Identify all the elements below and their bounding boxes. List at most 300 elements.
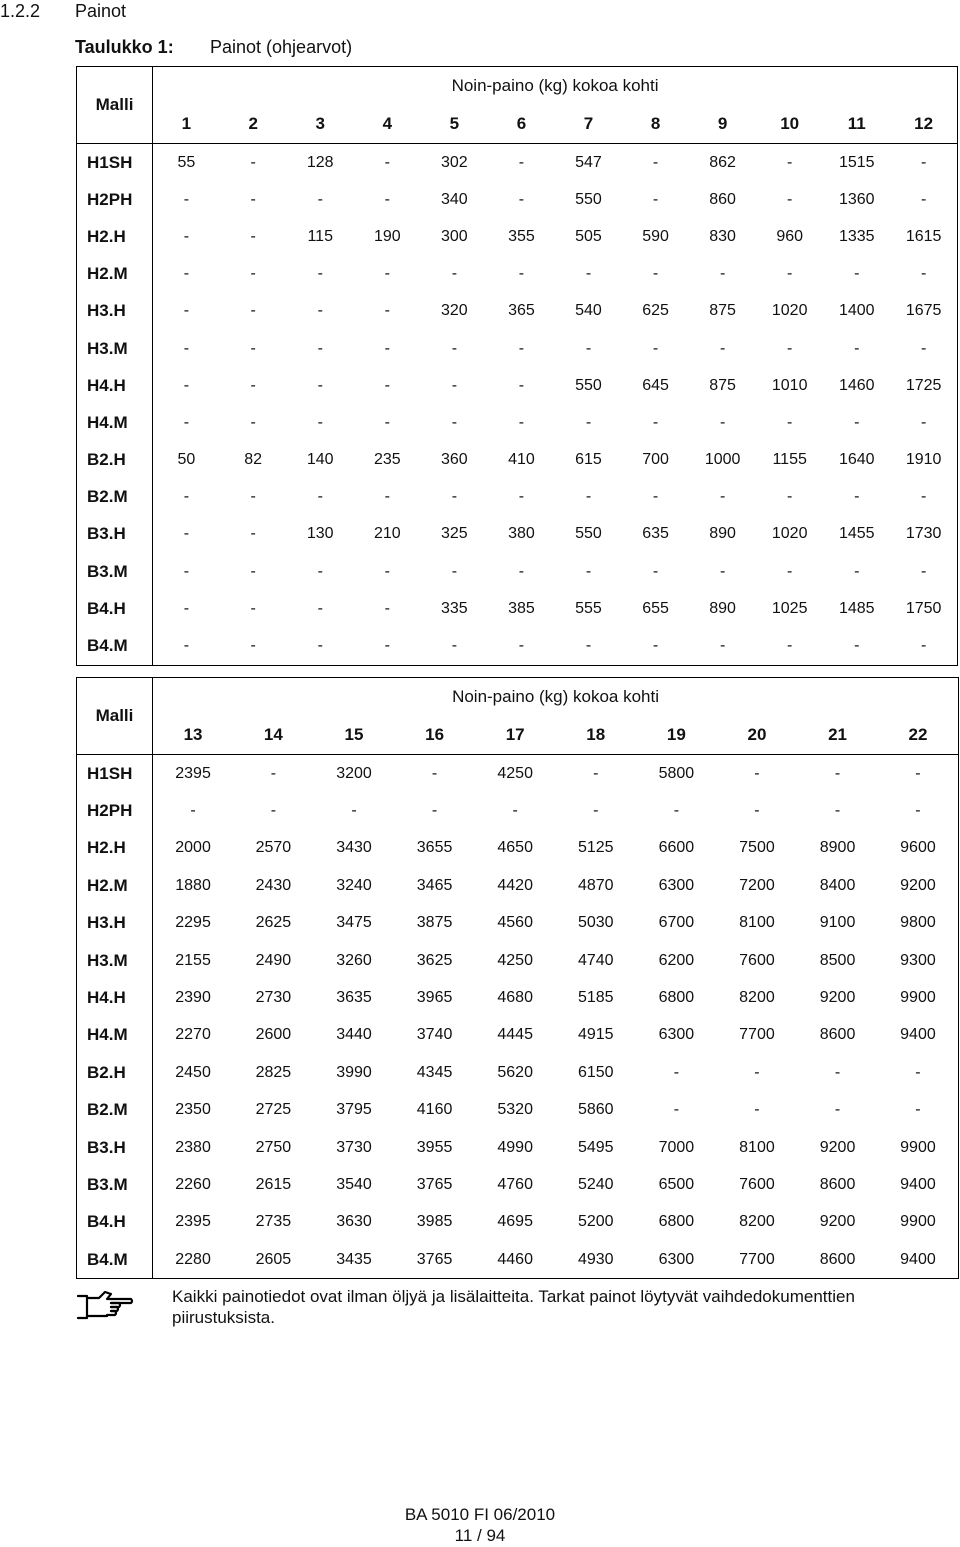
weight-cell: 555	[575, 599, 602, 617]
weight-cell: -	[183, 302, 190, 320]
weight-cell: 2750	[255, 1138, 292, 1156]
model-cell: H2.M	[77, 867, 153, 904]
table-row	[77, 792, 959, 829]
weight-cell: -	[431, 764, 438, 782]
weight-cell: -	[915, 1101, 921, 1119]
page-number: 11 / 94	[454, 1526, 506, 1545]
size-header-cell: 1	[181, 114, 192, 133]
weight-cell: 302	[441, 153, 468, 171]
weight-cell: -	[451, 637, 458, 655]
model-cell: H2PH	[77, 792, 153, 829]
model-column-header: Malli	[77, 67, 153, 144]
weight-cell: 1155	[772, 451, 807, 469]
size-header-cell: 3	[315, 114, 325, 133]
model-cell: B3.M	[77, 1166, 153, 1203]
size-header-cell: 11	[847, 114, 866, 133]
model-cell: B2.M	[77, 1092, 153, 1129]
weight-cell: -	[317, 265, 323, 283]
weight-cell: 410	[508, 451, 535, 469]
weight-cell: -	[250, 525, 256, 543]
weight-cell: 2000	[175, 839, 211, 857]
weight-cell: 3540	[336, 1175, 372, 1193]
table-row	[77, 1054, 959, 1091]
weight-cell: -	[787, 190, 793, 208]
weight-cell: -	[250, 190, 256, 208]
weight-cell: -	[719, 637, 726, 655]
weight-cell: -	[754, 764, 760, 782]
weight-cell: 50	[177, 451, 196, 469]
weight-cell: 9200	[819, 1138, 856, 1156]
weight-cell: -	[854, 339, 860, 357]
weight-cell: -	[183, 190, 190, 208]
weight-cell: 130	[306, 525, 334, 543]
weight-cell: 1360	[838, 190, 875, 208]
weight-cell: -	[652, 488, 659, 506]
weight-cell: 9200	[819, 989, 856, 1007]
weight-cell: -	[920, 562, 927, 580]
weight-cell: 335	[441, 599, 468, 617]
weight-cell: -	[915, 1063, 921, 1081]
weight-cell: 9200	[900, 876, 936, 894]
weight-cell: 1025	[771, 599, 808, 617]
weight-cell: -	[834, 1063, 841, 1081]
weight-cell: -	[384, 562, 390, 580]
weight-cell: 4740	[577, 951, 614, 969]
weight-cell: 235	[373, 451, 401, 469]
weight-cell: 6300	[658, 1250, 695, 1268]
weight-cell: 960	[776, 227, 804, 245]
weight-cell: 6600	[658, 839, 695, 857]
weight-cell: -	[652, 190, 659, 208]
weight-cell: -	[317, 599, 323, 617]
weight-cell: -	[754, 1101, 760, 1119]
weight-cell: -	[915, 764, 921, 782]
table-row	[77, 830, 959, 867]
weight-cell: 2730	[255, 989, 292, 1007]
weight-cell: 4990	[497, 1138, 533, 1156]
weight-cell: 210	[373, 525, 401, 543]
weight-cell: 1455	[838, 525, 875, 543]
weight-cell: 4930	[577, 1250, 614, 1268]
weight-cell: 5320	[497, 1101, 533, 1119]
weight-cell: -	[585, 265, 592, 283]
size-header-cell: 13	[183, 725, 203, 744]
weight-cell: -	[518, 265, 525, 283]
weight-cell: -	[183, 376, 190, 394]
weight-group-header: Noin-paino (kg) kokoa kohti	[451, 76, 659, 95]
weight-cell: -	[518, 488, 525, 506]
size-header-cell: 7	[583, 114, 594, 133]
weight-cell: 1515	[838, 153, 875, 171]
size-header-cell: 9	[717, 114, 728, 133]
weight-cell: 140	[306, 451, 334, 469]
weight-cell: -	[431, 802, 438, 820]
weight-cell: -	[518, 637, 525, 655]
model-cell: H2.H	[77, 830, 153, 867]
weight-cell: 645	[642, 376, 669, 394]
weight-cell: 9900	[900, 989, 936, 1007]
weight-cell: -	[317, 302, 323, 320]
model-cell: H2.M	[77, 256, 153, 293]
weight-cell: 355	[508, 227, 535, 245]
weight-cell: -	[451, 376, 458, 394]
weight-cell: 550	[575, 190, 602, 208]
weight-cell: 547	[575, 153, 602, 171]
weight-cell: -	[451, 488, 458, 506]
weight-cell: 3795	[336, 1101, 372, 1119]
weight-cell: 1675	[905, 302, 942, 320]
weight-cell: 4650	[497, 839, 533, 857]
weight-cell: -	[673, 1063, 680, 1081]
weight-cell: -	[652, 562, 659, 580]
weight-cell: 6700	[658, 914, 695, 932]
note	[75, 1286, 960, 1330]
weight-cell: 505	[575, 227, 602, 245]
weight-cell: 2725	[255, 1101, 292, 1119]
weight-cell: 8600	[819, 1175, 856, 1193]
size-header-cell: 16	[425, 725, 445, 744]
weight-cell: 1640	[838, 451, 875, 469]
weight-cell: -	[451, 265, 458, 283]
model-cell: B4.H	[77, 1204, 153, 1241]
weight-cell: 4560	[497, 914, 533, 932]
weight-cell: -	[920, 488, 927, 506]
weight-cell: 8100	[739, 1138, 775, 1156]
weight-cell: -	[270, 764, 277, 782]
weight-cell: -	[719, 413, 726, 431]
weight-cell: 5620	[497, 1063, 533, 1081]
weight-cell: 8600	[819, 1026, 856, 1044]
weight-cell: -	[585, 562, 592, 580]
weight-cell: -	[518, 339, 525, 357]
weight-cell: -	[920, 413, 927, 431]
weight-cell: 1020	[771, 525, 808, 543]
weight-cell: 4420	[497, 876, 533, 894]
weight-cell: 1750	[905, 599, 942, 617]
weight-cell: -	[270, 802, 277, 820]
weight-cell: 875	[709, 376, 736, 394]
weight-cell: 2825	[255, 1063, 292, 1081]
weight-cell: 830	[709, 227, 736, 245]
weight-cell: -	[920, 265, 927, 283]
weight-cell: 385	[508, 599, 535, 617]
size-header-cell: 22	[908, 725, 928, 744]
weight-cell: 9400	[900, 1250, 936, 1268]
table-row	[77, 218, 958, 255]
weight-cell: 890	[709, 599, 736, 617]
weight-cell: 3655	[416, 839, 453, 857]
weight-cell: 1910	[905, 451, 942, 469]
table-row	[77, 404, 958, 441]
weight-cell: 4760	[497, 1175, 533, 1193]
model-cell: H3.H	[77, 905, 153, 942]
weight-cell: -	[518, 153, 525, 171]
model-cell: B2.H	[77, 442, 153, 479]
weight-cell: -	[250, 339, 256, 357]
model-cell: H3.H	[77, 293, 153, 330]
section-title: Painot	[75, 1, 127, 21]
weight-cell: 862	[709, 153, 736, 171]
table-row	[77, 144, 958, 182]
weight-cell: -	[250, 227, 256, 245]
weight-cell: -	[652, 339, 659, 357]
weight-cell: -	[915, 802, 921, 820]
weight-cell: 7700	[739, 1026, 775, 1044]
table-row	[77, 979, 959, 1016]
weight-cell: -	[384, 265, 390, 283]
weight-cell: 9300	[900, 951, 936, 969]
weight-cell: -	[183, 637, 190, 655]
table-row	[77, 1241, 959, 1279]
weight-cell: -	[787, 488, 793, 506]
weight-cell: 7000	[658, 1138, 695, 1156]
weight-cell: 8200	[739, 1213, 775, 1231]
weight-cell: -	[585, 413, 592, 431]
weight-cell: 700	[642, 451, 669, 469]
weight-cell: 2380	[175, 1138, 211, 1156]
weight-cell: -	[652, 637, 659, 655]
size-header-cell: 8	[650, 114, 661, 133]
model-cell: B2.H	[77, 1054, 153, 1091]
weight-cell: 9200	[819, 1213, 856, 1231]
weight-cell: -	[593, 764, 599, 782]
weight-cell: -	[384, 190, 390, 208]
table-row	[77, 942, 959, 979]
weight-cell: 3625	[416, 951, 453, 969]
weight-cell: -	[518, 190, 525, 208]
weight-cell: 3465	[416, 876, 453, 894]
weight-cell: 2280	[175, 1250, 211, 1268]
weight-cell: -	[585, 637, 592, 655]
table-row	[77, 1166, 959, 1203]
weight-cell: -	[585, 339, 592, 357]
weight-cell: 9800	[900, 914, 936, 932]
weight-cell: 3955	[416, 1138, 453, 1156]
model-cell: B3.H	[77, 1129, 153, 1166]
size-header-row	[77, 105, 958, 144]
weight-cell: -	[834, 764, 841, 782]
weight-cell: 325	[441, 525, 468, 543]
weight-cell: 2570	[255, 839, 292, 857]
weight-cell: 3630	[336, 1213, 372, 1231]
table-row	[77, 1129, 959, 1166]
weight-cell: 6500	[658, 1175, 695, 1193]
size-header-cell: 17	[505, 725, 525, 744]
weight-cell: -	[317, 562, 323, 580]
weight-cell: -	[250, 265, 256, 283]
table-row	[77, 293, 958, 330]
model-cell: B3.H	[77, 516, 153, 553]
weight-cell: -	[250, 376, 256, 394]
weight-cell: 3200	[336, 764, 372, 782]
model-cell: B4.M	[77, 627, 153, 665]
note-text: Kaikki painotiedot ovat ilman öljyä ja lisälaitteita. Tarkat painot löytyvät vaihdedokumenttien piirustuksista.	[172, 1287, 855, 1327]
weight-cell: 4460	[497, 1250, 533, 1268]
model-cell: H3.M	[77, 942, 153, 979]
weight-cell: 2295	[175, 914, 211, 932]
weight-cell: 2450	[175, 1063, 211, 1081]
table-row	[77, 442, 958, 479]
model-cell: H1SH	[77, 755, 153, 793]
weight-cell: -	[787, 265, 793, 283]
weight-cell: -	[673, 1101, 680, 1119]
table-row	[77, 330, 958, 367]
weight-cell: 5240	[577, 1175, 614, 1193]
weight-cell: -	[183, 562, 190, 580]
weight-cell: 9600	[900, 839, 936, 857]
weight-cell: -	[834, 802, 841, 820]
weight-cell: -	[351, 802, 357, 820]
model-cell: B4.H	[77, 590, 153, 627]
weight-group-header: Noin-paino (kg) kokoa kohti	[452, 687, 660, 706]
weight-cell: 7600	[739, 951, 775, 969]
weight-cell: 1725	[905, 376, 942, 394]
weight-cell: -	[787, 413, 793, 431]
weight-cell: 2260	[175, 1175, 211, 1193]
weight-cell: 8200	[739, 989, 775, 1007]
model-cell: H3.M	[77, 330, 153, 367]
weight-cell: 540	[575, 302, 602, 320]
weight-cell: -	[518, 376, 525, 394]
weight-cell: 6800	[658, 1213, 695, 1231]
weight-cell: -	[834, 1101, 841, 1119]
weight-cell: 2430	[255, 876, 292, 894]
weight-cell: -	[384, 599, 390, 617]
weight-cell: -	[250, 599, 256, 617]
weight-cell: 82	[244, 451, 263, 469]
weight-cell: -	[183, 413, 190, 431]
weight-cell: -	[719, 339, 726, 357]
table-row	[77, 1017, 959, 1054]
weight-cell: 1730	[905, 525, 942, 543]
weight-cell: -	[183, 227, 190, 245]
weight-cell: 190	[373, 227, 401, 245]
weight-cell: 3875	[416, 914, 453, 932]
weight-cell: 1615	[905, 227, 942, 245]
weight-cell: -	[920, 637, 927, 655]
weight-cell: -	[920, 339, 927, 357]
weight-cell: -	[250, 637, 256, 655]
weight-cell: -	[317, 488, 323, 506]
weight-cell: 300	[441, 227, 468, 245]
weight-cell: 5185	[577, 989, 614, 1007]
weight-cell: -	[754, 802, 760, 820]
table-row	[77, 755, 959, 793]
weight-cell: -	[593, 802, 599, 820]
weight-cell: 1000	[704, 451, 741, 469]
table-row	[77, 479, 958, 516]
weight-cell: 2615	[255, 1175, 292, 1193]
weights-table-sizes-13-22	[76, 677, 959, 1279]
weight-cell: 2395	[175, 1213, 211, 1231]
size-header-cell: 20	[747, 725, 767, 744]
weight-cell: -	[317, 339, 323, 357]
table-row	[77, 867, 959, 904]
weight-cell: 3430	[336, 839, 372, 857]
weight-cell: 1880	[175, 876, 211, 894]
model-cell: B2.M	[77, 479, 153, 516]
weight-cell: -	[673, 802, 680, 820]
size-header-cell: 10	[780, 114, 800, 133]
model-cell: H1SH	[77, 144, 153, 182]
weight-cell: -	[451, 413, 458, 431]
weight-cell: 3635	[336, 989, 372, 1007]
weight-cell: -	[317, 376, 323, 394]
weight-cell: 1020	[771, 302, 808, 320]
weight-cell: 6200	[658, 951, 695, 969]
weight-cell: -	[787, 153, 793, 171]
weight-cell: -	[250, 488, 256, 506]
weight-cell: -	[317, 413, 323, 431]
weight-cell: 2625	[255, 914, 292, 932]
weight-cell: -	[754, 1063, 760, 1081]
weight-cell: -	[920, 153, 927, 171]
model-cell: H2.H	[77, 218, 153, 255]
weight-cell: 550	[575, 376, 602, 394]
weight-cell: 5125	[577, 839, 614, 857]
weight-cell: 8100	[739, 914, 775, 932]
weight-cell: -	[317, 637, 323, 655]
table-body	[77, 755, 959, 1279]
weight-cell: -	[384, 302, 390, 320]
weight-cell: 1010	[771, 376, 808, 394]
weight-cell: 4695	[497, 1213, 533, 1231]
size-header-cell: 12	[914, 114, 934, 133]
model-cell: B4.M	[77, 1241, 153, 1279]
weight-cell: 360	[441, 451, 468, 469]
weight-cell: 1460	[838, 376, 875, 394]
weight-cell: 3240	[336, 876, 372, 894]
weight-cell: 2270	[175, 1026, 211, 1044]
table-row	[77, 627, 958, 665]
table-row	[77, 590, 958, 627]
model-cell: H4.H	[77, 979, 153, 1016]
weight-cell: 4250	[497, 951, 533, 969]
weight-cell: 7600	[739, 1175, 775, 1193]
document-id: BA 5010 FI 06/2010	[404, 1505, 556, 1524]
weight-cell: 55	[177, 153, 196, 171]
weight-cell: 2395	[175, 764, 211, 782]
weight-cell: -	[250, 302, 256, 320]
weight-cell: -	[854, 265, 860, 283]
weight-cell: 3730	[336, 1138, 372, 1156]
weight-cell: -	[854, 413, 860, 431]
weight-cell: -	[183, 265, 190, 283]
weight-cell: -	[183, 525, 190, 543]
weight-cell: 655	[642, 599, 669, 617]
weight-cell: -	[652, 153, 659, 171]
weight-cell: 3435	[336, 1250, 372, 1268]
weight-cell: 9100	[819, 914, 856, 932]
size-header-cell: 15	[344, 725, 364, 744]
weight-cell: 625	[642, 302, 669, 320]
weight-cell: 5030	[577, 914, 614, 932]
weight-cell: 4870	[577, 876, 614, 894]
weight-cell: 320	[441, 302, 468, 320]
weight-cell: -	[384, 637, 390, 655]
table-row	[77, 181, 958, 218]
weight-cell: -	[518, 413, 525, 431]
weight-cell: 115	[307, 227, 333, 245]
weight-cell: -	[183, 488, 190, 506]
size-header-cell: 21	[828, 725, 847, 744]
weight-cell: 4445	[497, 1026, 533, 1044]
size-header-cell: 19	[666, 725, 686, 744]
weight-cell: 4680	[497, 989, 533, 1007]
weight-cell: 365	[508, 302, 535, 320]
weight-cell: -	[250, 153, 256, 171]
weight-cell: 4345	[416, 1063, 453, 1081]
